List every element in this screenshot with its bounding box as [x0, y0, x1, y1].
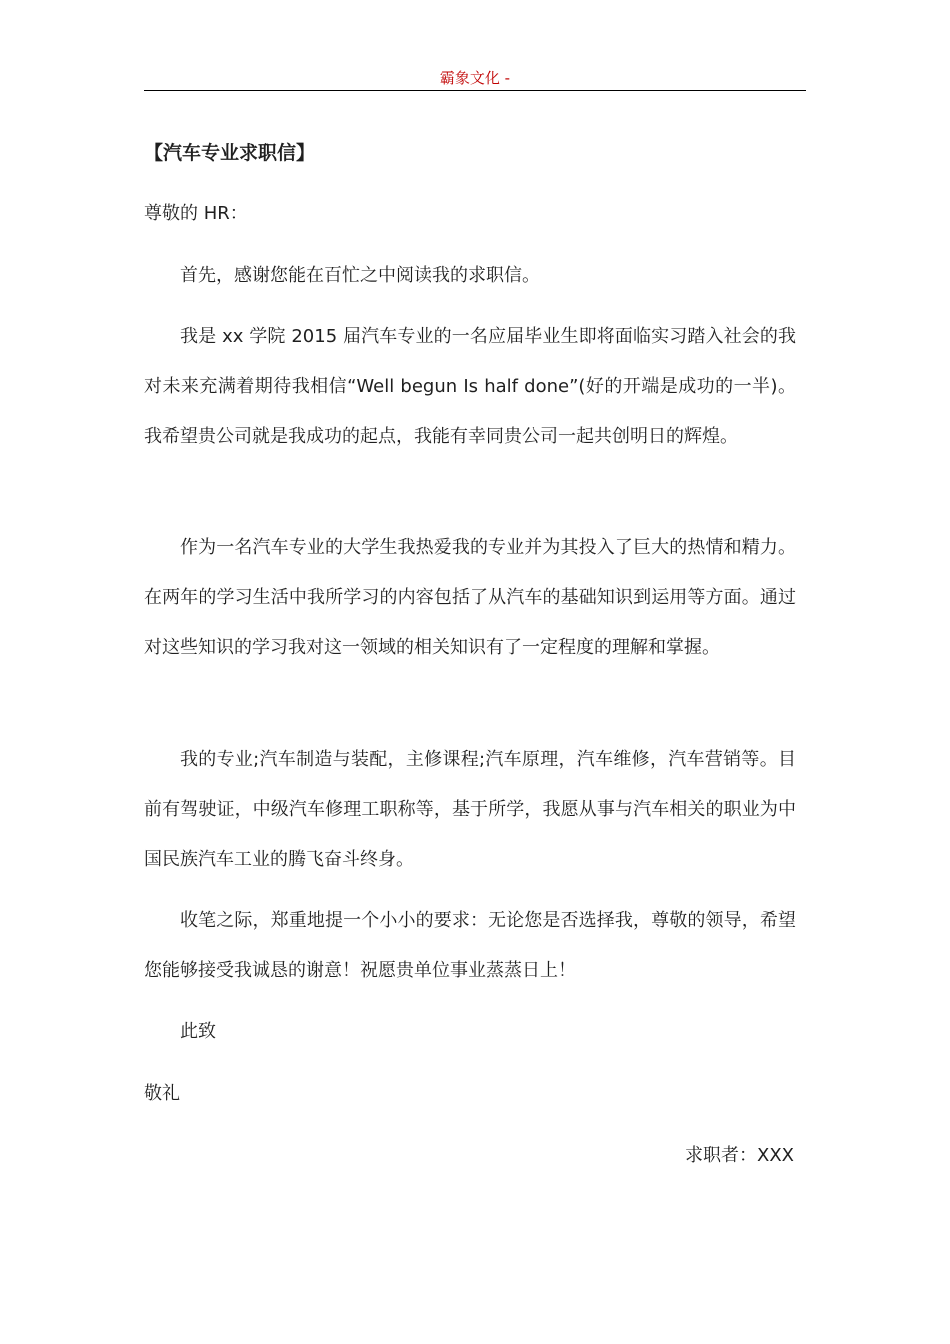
page-header: 霸象文化 -	[439, 69, 511, 87]
header-divider	[144, 90, 806, 91]
paragraph-introduction: 我是 xx 学院 2015 届汽车专业的一名应届毕业生即将面临实习踏入社会的我对未来充满着期待我相信“Well begun Is half done”(好的开端是成功的一半)。我希望贵公司就是我成功的起点，我能有幸同贵公司一起共创明日的辉煌。	[144, 326, 796, 447]
letter-title: 【汽车专业求职信】	[144, 142, 316, 164]
paragraph-studies: 作为一名汽车专业的大学生我热爱我的专业并为其投入了巨大的热情和精力。在两年的学习生活中我所学习的内容包括了从汽车的基础知识到运用等方面。通过对这些知识的学习我对这一领域的相关知识有了一定程度的理解和掌握。	[144, 537, 796, 658]
paragraph-conclusion: 收笔之际，郑重地提一个小小的要求：无论您是否选择我，尊敬的领导，希望您能够接受我诚恳的谢意！祝愿贵单位事业蒸蒸日上！	[144, 910, 796, 981]
letter-regards: 敬礼	[144, 1083, 180, 1104]
letter-salutation: 尊敬的 HR：	[144, 203, 248, 224]
letter-signature: 求职者：XXX	[685, 1145, 794, 1166]
paragraph-opening: 首先，感谢您能在百忙之中阅读我的求职信。	[180, 265, 540, 286]
paragraph-qualifications: 我的专业;汽车制造与装配，主修课程;汽车原理，汽车维修，汽车营销等。目前有驾驶证，中级汽车修理工职称等，基于所学，我愿从事与汽车相关的职业为中国民族汽车工业的腾飞奋斗终身。	[144, 749, 796, 870]
letter-closing: 此致	[180, 1021, 216, 1042]
